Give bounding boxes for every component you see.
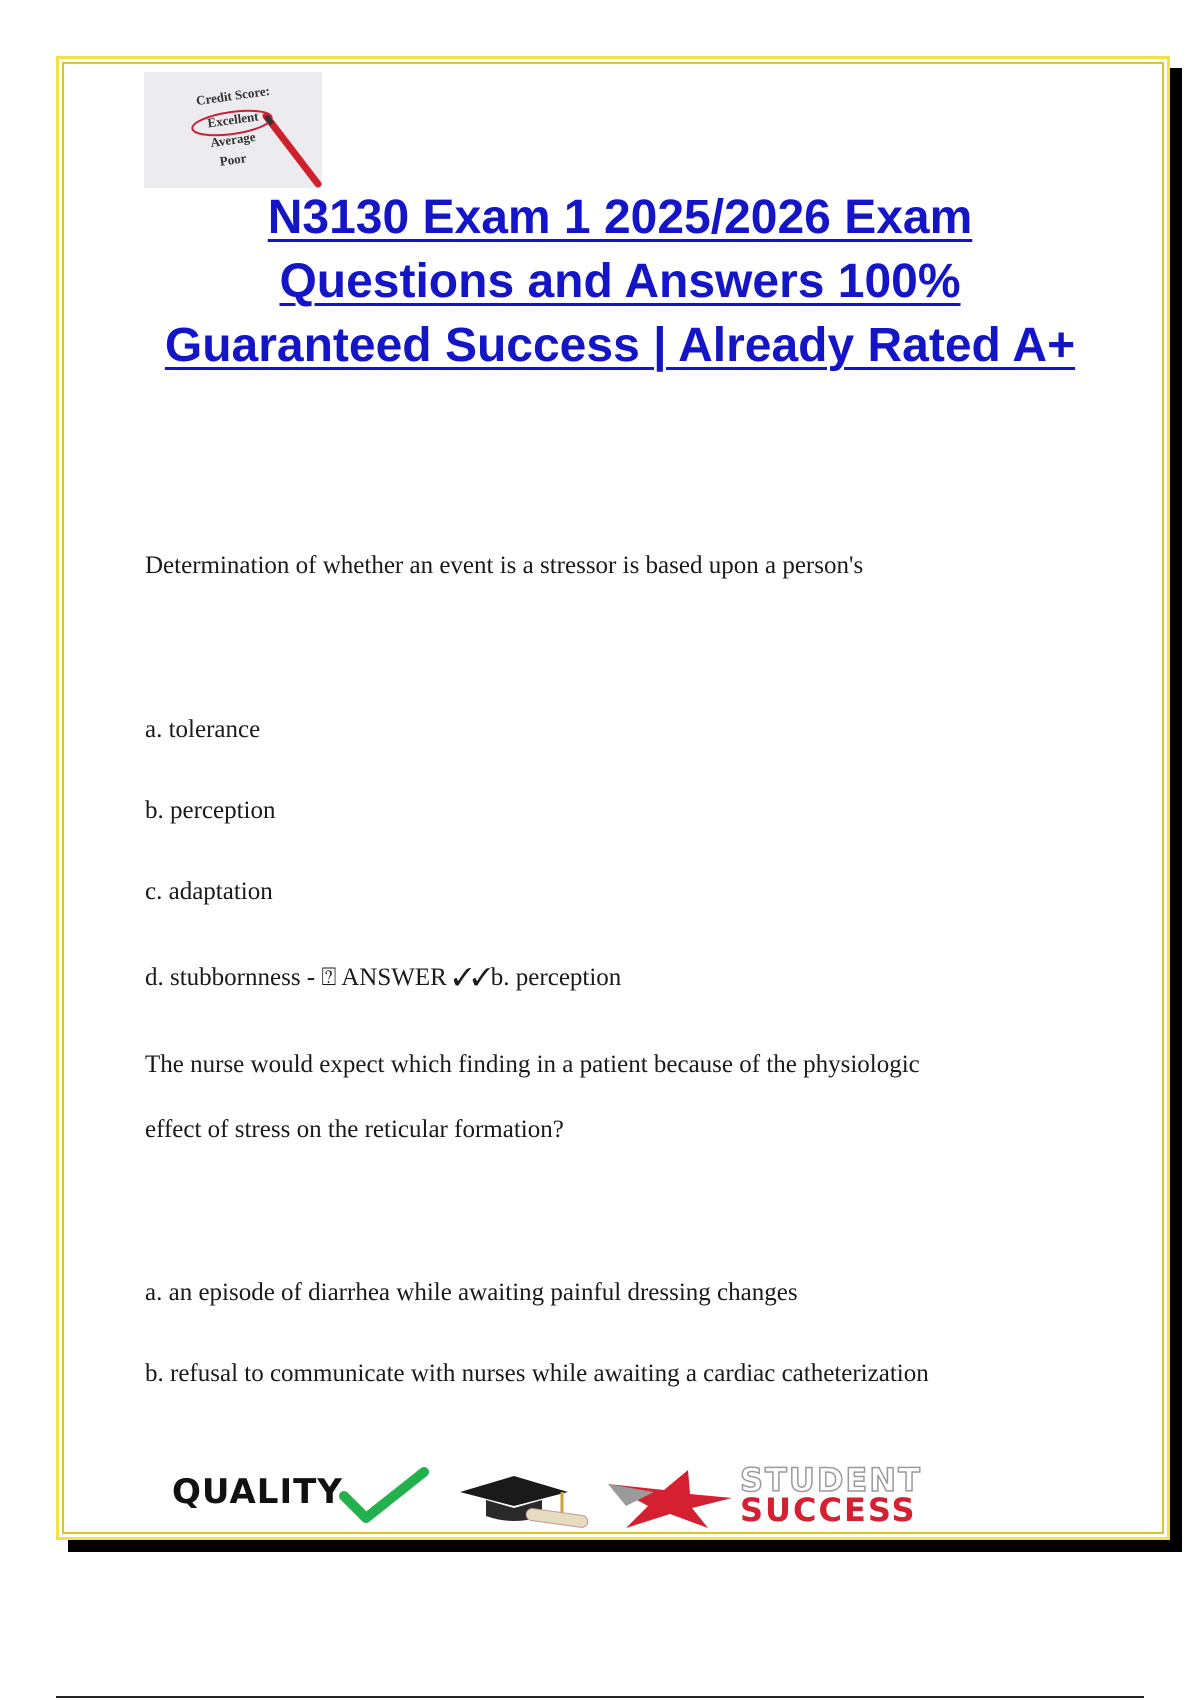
logo-line: Average <box>209 128 257 151</box>
question-2-option: a. an episode of diarrhea while awaiting painful dressing changes <box>145 1279 798 1306</box>
star-swoosh-icon <box>604 1468 734 1530</box>
student-text: STUDENT <box>740 1461 922 1499</box>
title-line: Guaranteed Success | Already Rated A+ <box>164 319 1076 372</box>
question-1-option: a. tolerance <box>145 716 261 743</box>
question-2-prompt: effect of stress on the reticular formation? <box>145 1116 564 1143</box>
question-1-option: b. perception <box>145 797 276 824</box>
student-success-logo <box>740 1461 922 1529</box>
question-1-answer: d. stubbornness - ⍰ ANSWER ✓✓b. perception <box>145 964 622 991</box>
question-2-option: b. refusal to communicate with nurses while awaiting a cardiac catheterization <box>145 1360 929 1387</box>
page-bottom-rule <box>56 1696 1144 1698</box>
question-1-option: c. adaptation <box>145 878 273 905</box>
question-1-prompt: Determination of whether an event is a stressor is based upon a person's <box>145 552 864 579</box>
credit-score-logo <box>144 72 322 188</box>
green-check-icon <box>338 1466 430 1526</box>
title-line: Questions and Answers 100% <box>279 255 961 308</box>
red-pencil-icon <box>262 112 322 188</box>
question-2-prompt: The nurse would expect which finding in a patient because of the physiologic <box>145 1051 920 1078</box>
title-line: N3130 Exam 1 2025/2026 Exam <box>267 191 973 244</box>
logo-line: Poor <box>218 150 248 169</box>
logo-line: Credit Score: <box>195 82 271 109</box>
quality-text: QUALITY <box>172 1472 343 1512</box>
success-text: SUCCESS <box>740 1491 917 1529</box>
logo-line: Excellent <box>206 108 260 131</box>
graduation-cap-icon <box>458 1470 596 1530</box>
document-title <box>140 186 1100 378</box>
quality-logo <box>172 1472 343 1512</box>
